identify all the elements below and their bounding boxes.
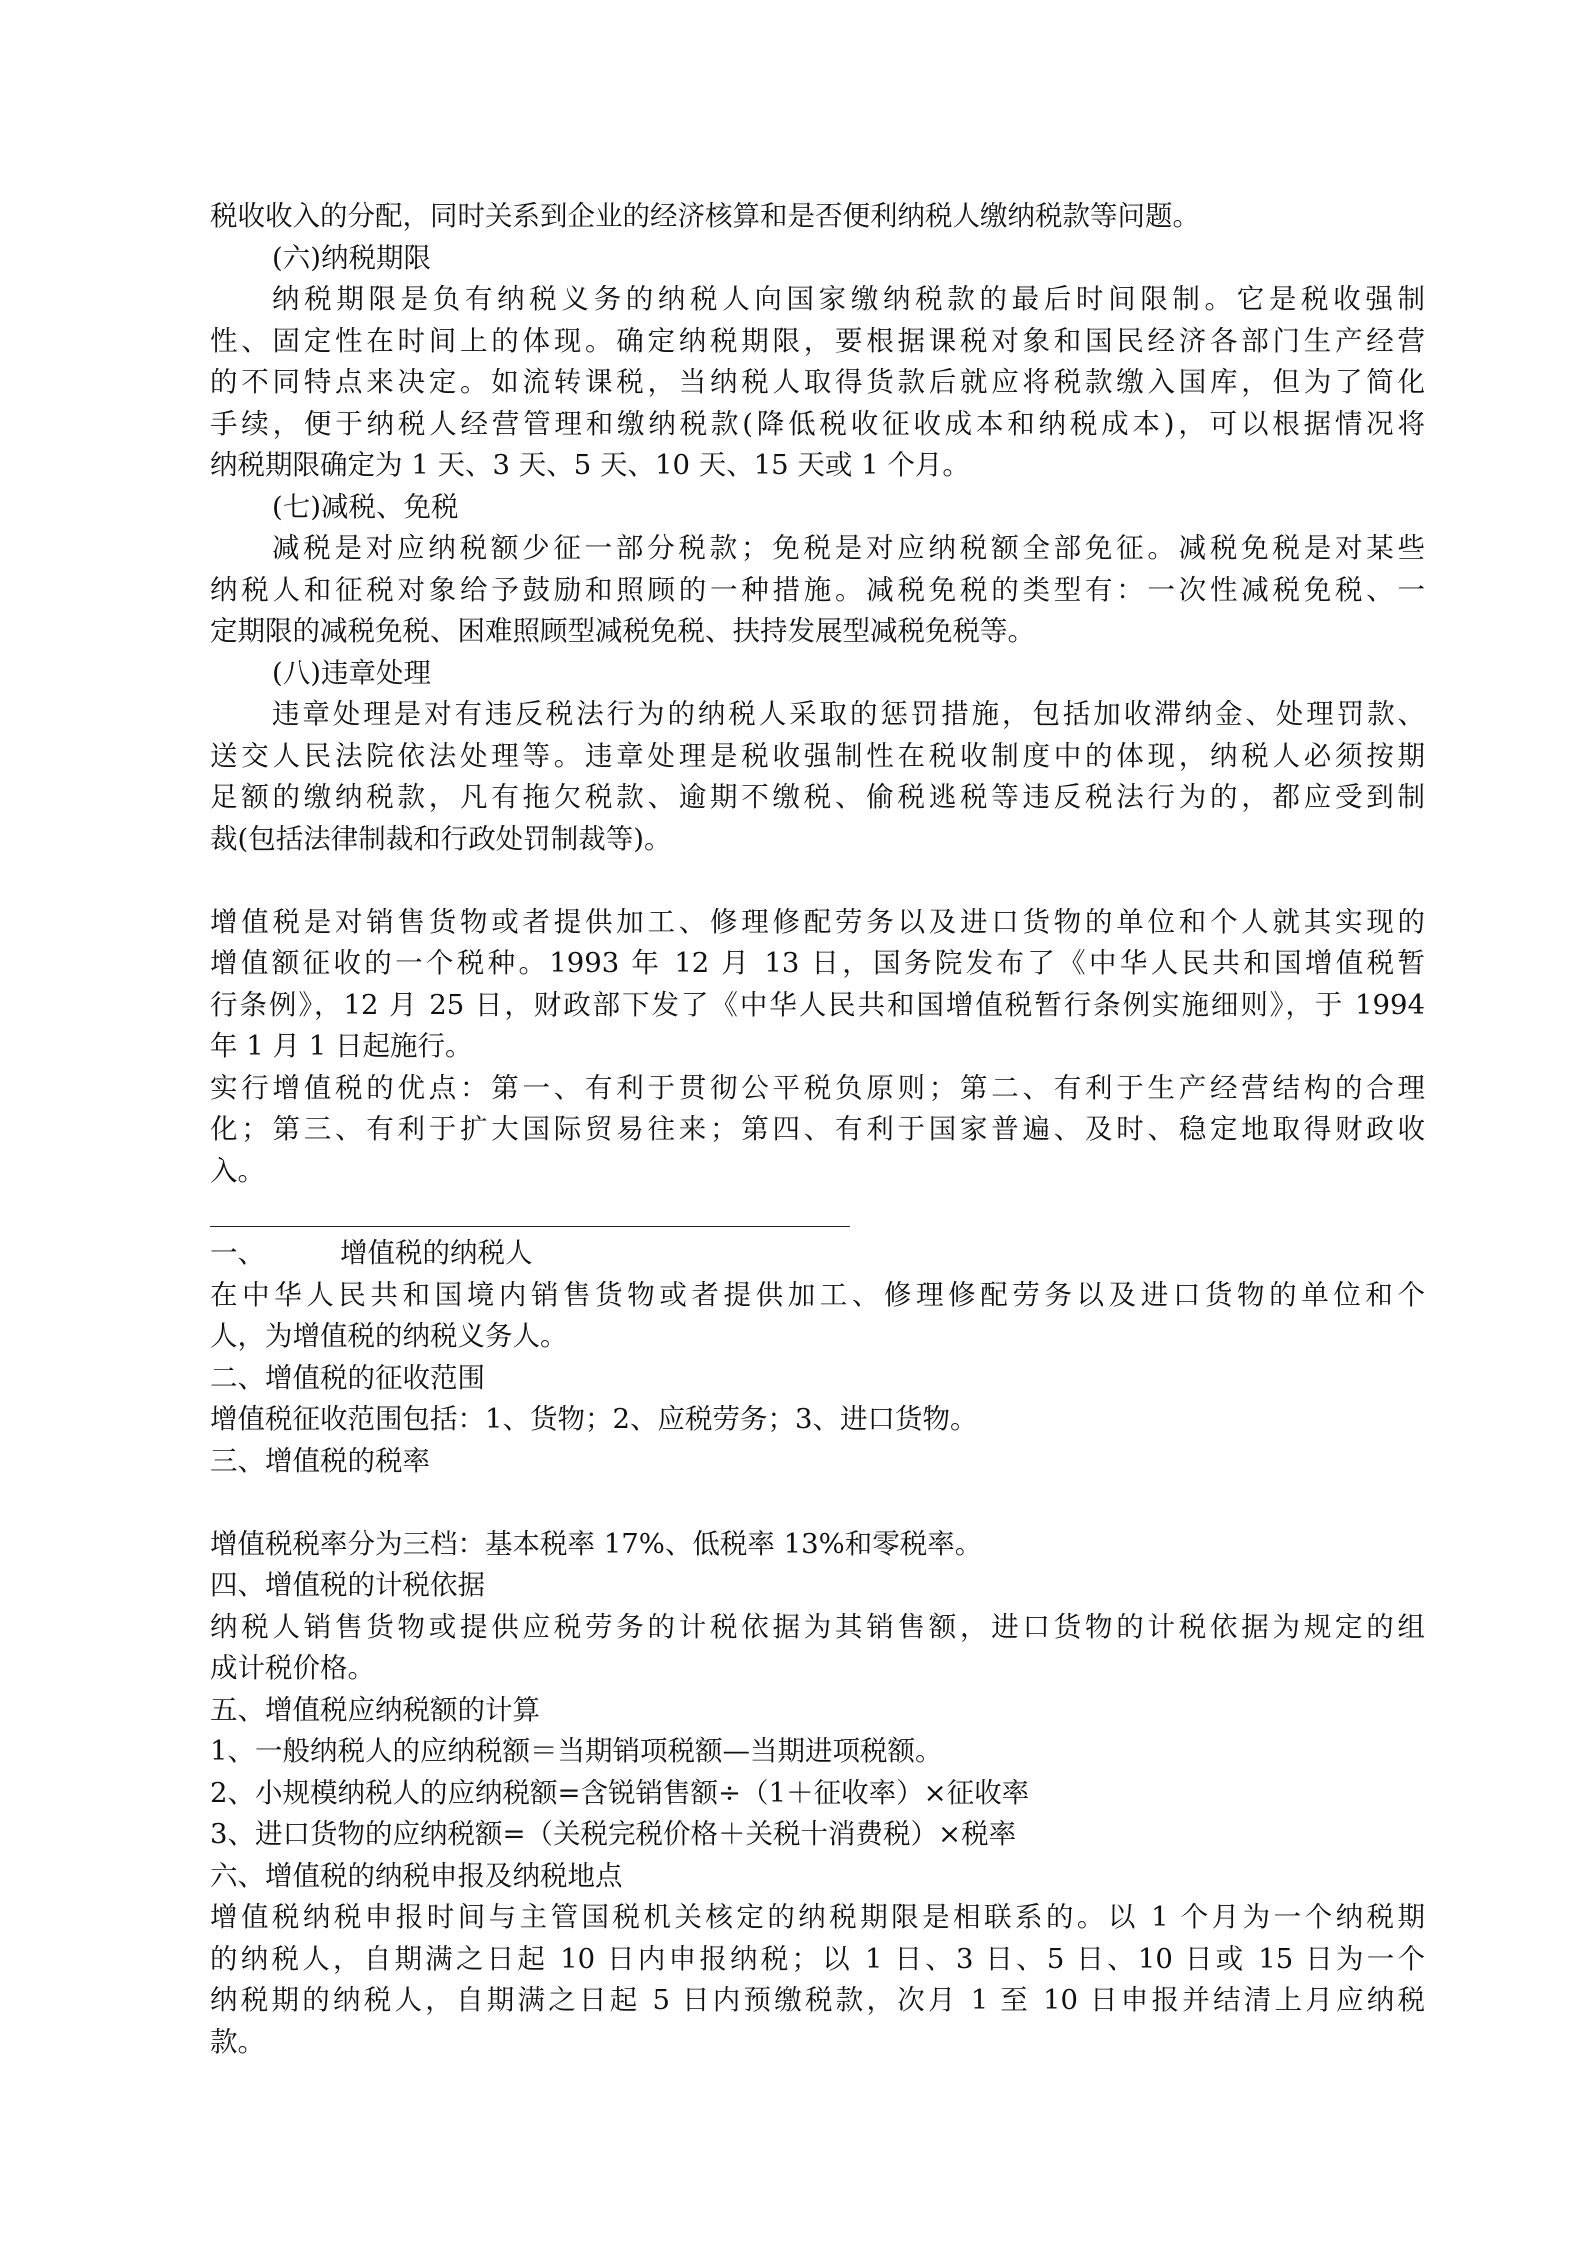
paragraph-line: 手续，便于纳税人经营管理和缴纳税款(降低税收征收成本和纳税成本)，可以根据情况将 xyxy=(210,407,1425,440)
paragraph-line: 增值税征收范围包括：1、货物；2、应税劳务；3、进口货物。 xyxy=(210,1403,978,1435)
list-number: 一、 xyxy=(210,1237,265,1269)
section-heading-violation: (八)违章处理 xyxy=(272,656,431,689)
section-heading-reduction: (七)减税、免税 xyxy=(272,490,459,523)
paragraph-line: 纳税人销售货物或提供应税劳务的计税依据为其销售额，进口货物的计税依据为规定的组 xyxy=(210,1610,1425,1643)
section-heading-term: (六)纳税期限 xyxy=(272,241,431,274)
blank-line xyxy=(210,1482,1425,1524)
paragraph-line: 税收收入的分配，同时关系到企业的经济核算和是否便利纳税人缴纳税款等问题。 xyxy=(210,200,1200,232)
paragraph-line: 增值额征收的一个税种。1993 年 12 月 13 日，国务院发布了《中华人民共和国增值税暂 xyxy=(210,947,1425,979)
paragraph-line: 裁(包括法律制裁和行政处罚制裁等)。 xyxy=(210,822,672,855)
paragraph-line: 实行增值税的优点：第一、有利于贯彻公平税负原则；第二、有利于生产经营结构的合理 xyxy=(210,1071,1425,1104)
paragraph-line: 入。 xyxy=(210,1154,265,1187)
paragraph-line: 在中华人民共和国境内销售货物或者提供加工、修理修配劳务以及进口货物的单位和个 xyxy=(210,1278,1425,1311)
paragraph-line: 的不同特点来决定。如流转课税，当纳税人取得货款后就应将税款缴入国库，但为了简化 xyxy=(210,366,1425,398)
blank-line xyxy=(210,860,1425,902)
paragraph-line: 人，为增值税的纳税义务人。 xyxy=(210,1320,568,1352)
paragraph-line: 的纳税人，自期满之日起 10 日内申报纳税；以 1 日、3 日、5 日、10 日或 15 日为一个 xyxy=(210,1942,1425,1975)
paragraph-line: 性、固定性在时间上的体现。确定纳税期限，要根据课税对象和国民经济各部门生产经营 xyxy=(210,324,1425,357)
formula-line: 3、进口货物的应纳税额=（关税完税价格＋关税十消费税）×税率 xyxy=(210,1818,1017,1850)
vat-basis-heading: 四、增值税的计税依据 xyxy=(210,1569,485,1601)
paragraph-line: 减税是对应纳税额少征一部分税款；免税是对应纳税额全部免征。减税免税是对某些 xyxy=(272,532,1425,564)
paragraph-line: 足额的缴纳税款，凡有拖欠税款、逾期不缴税、偷税逃税等违反税法行为的，都应受到制 xyxy=(210,781,1425,813)
paragraph-line: 纳税期限确定为 1 天、3 天、5 天、10 天、15 天或 1 个月。 xyxy=(210,449,970,481)
paragraph-line: 纳税期限是负有纳税义务的纳税人向国家缴纳税款的最后时间限制。它是税收强制 xyxy=(272,283,1425,315)
vat-calculation-heading: 五、增值税应纳税额的计算 xyxy=(210,1693,540,1726)
vat-rate-heading: 三、增值税的税率 xyxy=(210,1444,430,1477)
document-page xyxy=(210,196,1425,2063)
vat-scope-heading: 二、增值税的征收范围 xyxy=(210,1361,485,1394)
paragraph-line: 化；第三、有利于扩大国际贸易往来；第四、有利于国家普遍、及时、稳定地取得财政收 xyxy=(210,1113,1425,1145)
paragraph-line: 纳税期的纳税人，自期满之日起 5 日内预缴税款，次月 1 至 10 日申报并结清上月应纳税 xyxy=(210,1984,1425,2016)
list-heading-text: 增值税的纳税人 xyxy=(340,1237,533,1269)
paragraph-line: 增值税税率分为三档：基本税率 17%、低税率 13%和零税率。 xyxy=(210,1527,983,1560)
horizontal-divider xyxy=(210,1226,850,1227)
paragraph-line: 违章处理是对有违反税法行为的纳税人采取的惩罚措施，包括加收滞纳金、处理罚款、 xyxy=(272,698,1425,730)
vat-taxpayer-heading xyxy=(210,1233,1425,1275)
paragraph-line: 增值税是对销售货物或者提供加工、修理修配劳务以及进口货物的单位和个人就其实现的 xyxy=(210,905,1425,938)
paragraph-line: 款。 xyxy=(210,2025,265,2058)
paragraph-line: 年 1 月 1 日起施行。 xyxy=(210,1030,473,1062)
paragraph-line: 成计税价格。 xyxy=(210,1652,375,1684)
paragraph-line: 送交人民法院依法处理等。违章处理是税收强制性在税收制度中的体现，纳税人必须按期 xyxy=(210,739,1425,772)
paragraph-line: 增值税纳税申报时间与主管国税机关核定的纳税期限是相联系的。以 1 个月为一个纳税期 xyxy=(210,1901,1425,1933)
paragraph-line: 行条例》，12 月 25 日，财政部下发了《中华人民共和国增值税暂行条例实施细则》，于 1994 xyxy=(210,988,1425,1021)
formula-line: 1、一般纳税人的应纳税额＝当期销项税额—当期进项税额。 xyxy=(210,1735,943,1767)
vat-filing-heading: 六、增值税的纳税申报及纳税地点 xyxy=(210,1859,623,1892)
paragraph-line: 纳税人和征税对象给予鼓励和照顾的一种措施。减税免税的类型有：一次性减税免税、一 xyxy=(210,573,1425,606)
formula-line: 2、小规模纳税人的应纳税额=含锐销售额÷（1＋征收率）×征收率 xyxy=(210,1776,1030,1809)
paragraph-line: 定期限的减税免税、困难照顾型减税免税、扶持发展型减税免税等。 xyxy=(210,615,1035,647)
